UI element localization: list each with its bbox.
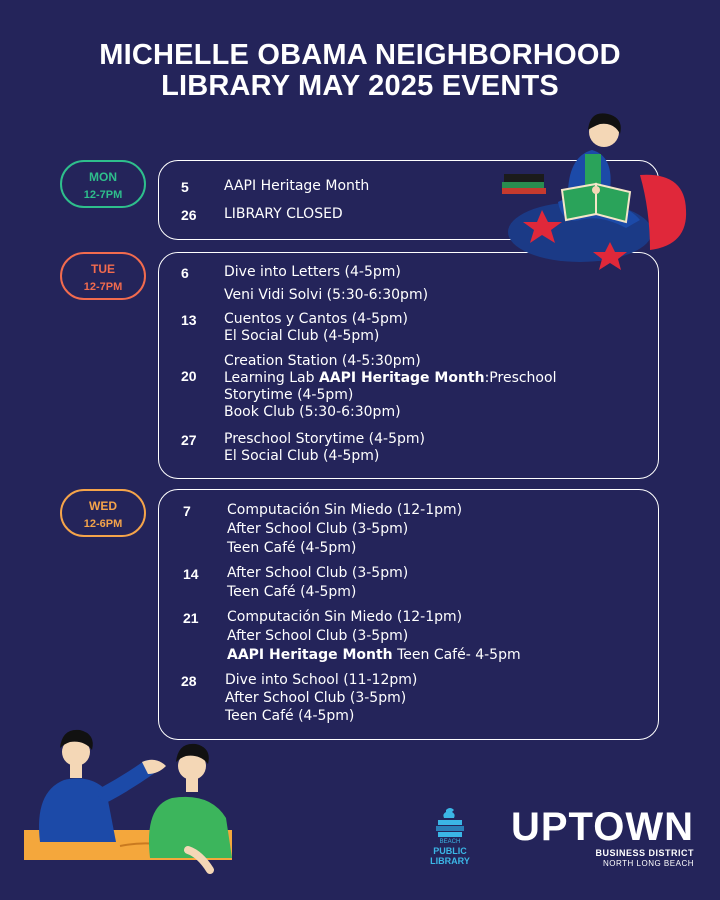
day-hours-mon: 12-7PM <box>83 189 123 201</box>
event-highlight: AAPI Heritage Month <box>227 647 393 663</box>
event-text <box>227 647 521 665</box>
event-date: 21 <box>183 610 199 626</box>
event-text: Book Club (5:30-6:30pm) <box>224 404 401 420</box>
library-logo <box>426 806 474 866</box>
talking-people-illustration <box>20 722 240 882</box>
event-text: After School Club (3-5pm) <box>227 565 409 581</box>
event-date: 6 <box>181 265 189 281</box>
events-box-tue <box>158 252 659 479</box>
uptown-sub-1: BUSINESS DISTRICT <box>595 848 694 858</box>
event-text: El Social Club (4-5pm) <box>224 328 380 344</box>
page-title <box>0 40 720 102</box>
event-text: Teen Café (4-5pm) <box>227 584 357 600</box>
event-text <box>224 370 556 388</box>
day-badge-wed <box>60 489 146 537</box>
event-date: 13 <box>181 312 197 328</box>
event-text: Teen Café (4-5pm) <box>225 708 355 724</box>
event-text: AAPI Heritage Month <box>224 178 370 194</box>
event-text: Creation Station (4-5:30pm) <box>224 353 421 369</box>
day-hours-tue: 12-7PM <box>83 281 123 293</box>
event-text: Veni Vidi Solvi (5:30-6:30pm) <box>224 287 429 303</box>
event-date: 26 <box>181 207 197 223</box>
event-text: Teen Café (4-5pm) <box>227 540 357 556</box>
uptown-sub-2: NORTH LONG BEACH <box>603 859 694 868</box>
event-text-part: Learning Lab <box>224 370 319 386</box>
event-text: Storytime (4-5pm) <box>224 387 354 403</box>
library-logo-line2: LIBRARY <box>430 856 470 866</box>
day-label-mon: MON <box>89 170 117 184</box>
uptown-wordmark: UPTOWN <box>510 805 694 849</box>
day-hours-wed: 12-6PM <box>83 518 123 530</box>
event-text: LIBRARY CLOSED <box>224 206 343 222</box>
uptown-logo <box>504 806 694 869</box>
day-badge-tue <box>60 252 146 300</box>
event-text-part: :Preschool <box>484 370 557 386</box>
day-label-wed: WED <box>89 499 117 513</box>
day-label-tue: TUE <box>91 262 115 276</box>
library-logo-small: BEACH <box>439 839 461 845</box>
event-date: 27 <box>181 432 197 448</box>
day-badge-mon <box>60 160 146 208</box>
library-logo-line1: PUBLIC <box>433 846 467 856</box>
event-text: Dive into Letters (4-5pm) <box>224 264 401 280</box>
event-date: 7 <box>183 503 191 519</box>
event-text: Preschool Storytime (4-5pm) <box>224 431 425 447</box>
title-line-1: MICHELLE OBAMA NEIGHBORHOOD <box>99 39 621 71</box>
event-highlight: AAPI Heritage Month <box>318 370 485 386</box>
event-text: El Social Club (4-5pm) <box>224 448 380 464</box>
event-date: 20 <box>181 368 197 384</box>
title-line-2: LIBRARY MAY 2025 EVENTS <box>161 70 559 102</box>
events-box-wed <box>158 489 659 740</box>
event-text: After School Club (3-5pm) <box>225 690 407 706</box>
event-text: Computación Sin Miedo (12-1pm) <box>227 609 463 625</box>
event-text-part: Teen Café- 4-5pm <box>392 647 521 663</box>
event-text: Cuentos y Cantos (4-5pm) <box>224 311 409 327</box>
event-date: 14 <box>183 566 199 582</box>
reading-child-illustration <box>500 110 692 270</box>
event-date: 5 <box>181 179 189 195</box>
event-text: After School Club (3-5pm) <box>227 521 409 537</box>
event-text: Dive into School (11-12pm) <box>225 672 418 688</box>
event-text: After School Club (3-5pm) <box>227 628 409 644</box>
event-text: Computación Sin Miedo (12-1pm) <box>227 502 463 518</box>
event-date: 28 <box>181 673 197 689</box>
